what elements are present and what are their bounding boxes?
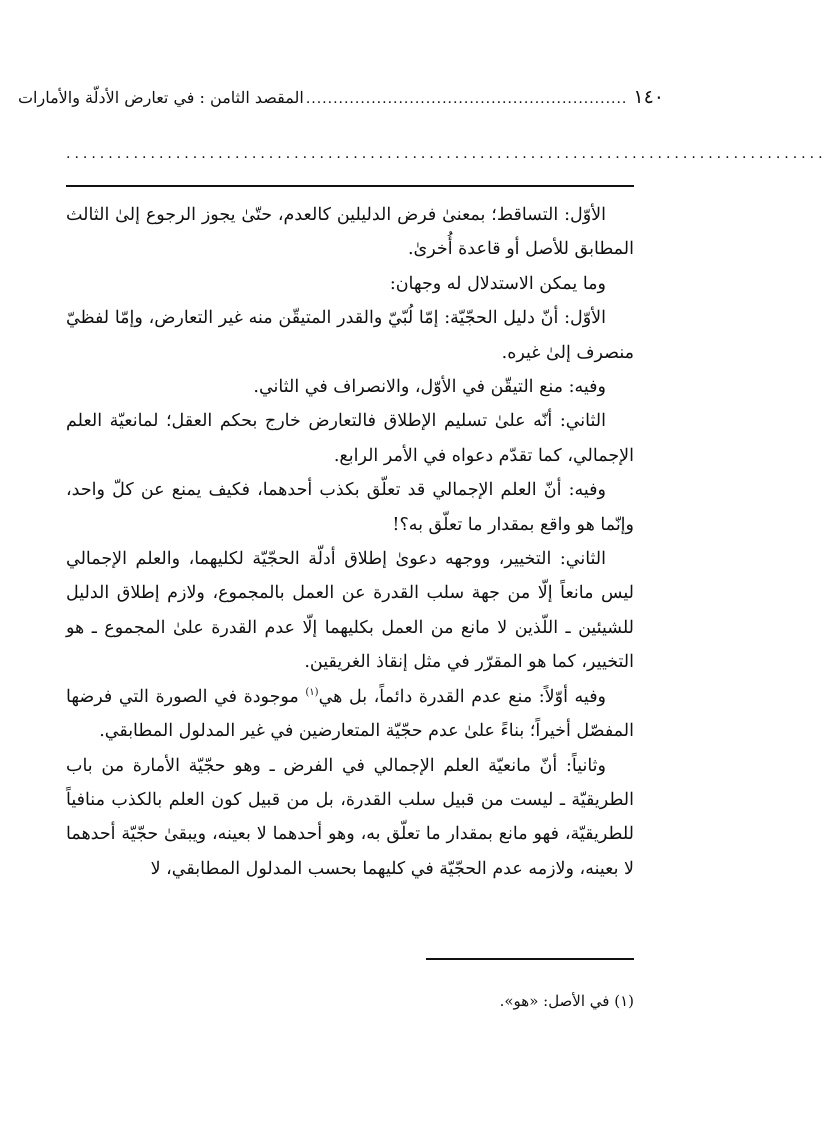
paragraph: وفيه: أنّ العلم الإجمالي قد تعلّق بكذب أحدهما، فكيف يمنع عن كلّ واحد، وإنّما هو واقع بمقدار ما تعلّق به؟! bbox=[66, 480, 634, 535]
footnote: (١) في الأصل: «هو». bbox=[499, 992, 634, 1010]
paragraph: الأوّل: أنّ دليل الحجّيّة: إمّا لُبّيّ والقدر المتيقّن منه غير التعارض، وإمّا لفظيّ منصرف إلىٰ غيره. bbox=[66, 308, 634, 363]
header-dot-leader: ........................................................... bbox=[305, 91, 628, 107]
paragraph-text: وفيه أوّلاً: منع عدم القدرة دائماً، بل هي bbox=[318, 686, 607, 707]
dotted-separator: .......................................................................................... bbox=[66, 146, 827, 162]
paragraph: وما يمكن الاستدلال له وجهان: bbox=[389, 273, 606, 294]
paragraph: وثانياً: أنّ مانعيّة العلم الإجمالي في الفرض ـ وهو حجّيّة الأمارة من باب الطريقيّة ـ ليست من قبيل سلب القدرة، بل من قبيل كون العلم بالكذب منافياً للطريقيّة، فهو مانع بمقدار ما تعلّق به، وهو أحدهما لا بعينه، ويبقىٰ حجّيّة أحدهما لا بعينه، ولازمه عدم الحجّيّة في كليهما بحسب المدلول المطابقي، لا bbox=[66, 755, 634, 879]
chapter-title: المقصد الثامن : في تعارض الأدلّة والأمارات bbox=[17, 88, 304, 107]
paragraph: الثاني: أنّه علىٰ تسليم الإطلاق فالتعارض خارج بحكم العقل؛ لمانعيّة العلم الإجمالي، كما تقدّم دعواه في الأمر الرابع. bbox=[66, 411, 634, 466]
footnote-marker[interactable]: (١) bbox=[305, 686, 319, 698]
paragraph: وفيه: منع التيقّن في الأوّل، والانصراف في الثاني. bbox=[253, 377, 606, 398]
paragraph: الثاني: التخيير، ووجهه دعوىٰ إطلاق أدلّة الحجّيّة لكليهما، والعلم الإجمالي ليس مانعاً إلّا من جهة سلب القدرة عن العمل بالمجموع، ولازم إطلاق الدليل للشيئين ـ اللّذين لا مانع من العمل بكليهما إلّا عدم القدرة علىٰ المجموع ـ هو التخيير، كما هو المقرّر في مثل إنقاذ الغريقين. bbox=[66, 549, 634, 673]
paragraph-text: موجودة في الصورة التي فرضها المفصّل أخيراً؛ بناءً علىٰ عدم حجّيّة المتعارضين في غير المدلول المطابقي. bbox=[66, 686, 634, 742]
top-rule bbox=[66, 185, 634, 187]
main-text bbox=[66, 198, 634, 886]
paragraph-with-footnote bbox=[66, 680, 634, 749]
running-header bbox=[17, 86, 664, 112]
paragraph: الأوّل: التساقط؛ بمعنىٰ فرض الدليلين كالعدم، حتّىٰ يجوز الرجوع إلىٰ الثالث المطابق للأصل أو قاعدة أُخرىٰ. bbox=[66, 205, 634, 260]
page-number: ١٤٠ bbox=[633, 86, 664, 108]
footnote-rule bbox=[426, 958, 634, 960]
